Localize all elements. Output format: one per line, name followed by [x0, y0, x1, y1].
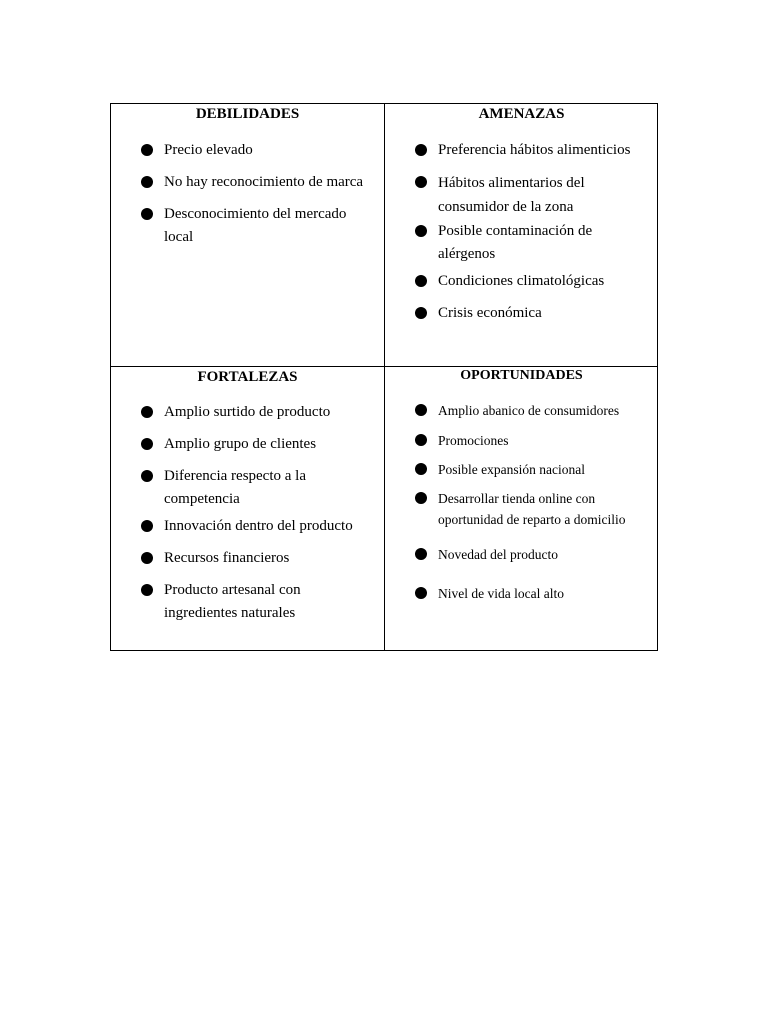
- amenazas-title: AMENAZAS: [478, 106, 565, 122]
- bullet-icon: [415, 548, 427, 560]
- list-item-text: Preferencia hábitos alimenticios: [438, 142, 631, 158]
- list-item-text: Nivel de vida local alto: [438, 586, 564, 601]
- bullet-icon: [415, 225, 427, 237]
- list-item-text: Condiciones climatológicas: [438, 273, 605, 289]
- bullet-icon: [415, 434, 427, 446]
- bullet-icon: [141, 438, 153, 450]
- bullet-icon: [415, 463, 427, 475]
- list-item-text: Novedad del producto: [438, 547, 558, 562]
- list-item-text: Posible expansión nacional: [438, 462, 585, 477]
- bullet-icon: [141, 520, 153, 532]
- debilidades-title: DEBILIDADES: [195, 106, 300, 122]
- bullet-icon: [141, 470, 153, 482]
- bullet-icon: [141, 406, 153, 418]
- fortalezas-title: FORTALEZAS: [197, 369, 298, 385]
- bullet-icon: [415, 307, 427, 319]
- list-item-text: Amplio surtido de producto: [164, 404, 331, 420]
- bullet-icon: [141, 176, 153, 188]
- list-item-text: Amplio abanico de consumidores: [438, 403, 620, 418]
- bullet-icon: [141, 552, 153, 564]
- list-item-text: Diferencia respecto a la competencia: [164, 468, 306, 507]
- bullet-icon: [415, 587, 427, 599]
- list-item-text: Producto artesanal con ingredientes naturales: [164, 582, 301, 621]
- list-item-text: Desarrollar tienda online con oportunidad de reparto a domicilio: [438, 491, 626, 527]
- list-item-text: Crisis económica: [438, 305, 542, 321]
- list-item-text: No hay reconocimiento de marca: [164, 174, 364, 190]
- bullet-icon: [415, 404, 427, 416]
- list-item-text: Posible contaminación de alérgenos: [438, 223, 593, 262]
- bullet-icon: [415, 144, 427, 156]
- bullet-icon: [141, 144, 153, 156]
- list-item-text: Desconocimiento del mercado local: [164, 206, 347, 245]
- bullet-icon: [415, 176, 427, 188]
- swot-table: [110, 103, 658, 651]
- list-item-text: Promociones: [438, 433, 509, 448]
- bullet-icon: [415, 492, 427, 504]
- list-item-text: Amplio grupo de clientes: [164, 436, 317, 452]
- bullet-icon: [415, 275, 427, 287]
- list-item-text: Innovación dentro del producto: [164, 518, 353, 534]
- list-item-text: Hábitos alimentarios del consumidor de la zona: [438, 175, 585, 215]
- list-item-text: Recursos financieros: [164, 550, 290, 566]
- oportunidades-title: OPORTUNIDADES: [460, 368, 583, 383]
- bullet-icon: [141, 584, 153, 596]
- list-item-text: Precio elevado: [164, 142, 253, 158]
- bullet-icon: [141, 208, 153, 220]
